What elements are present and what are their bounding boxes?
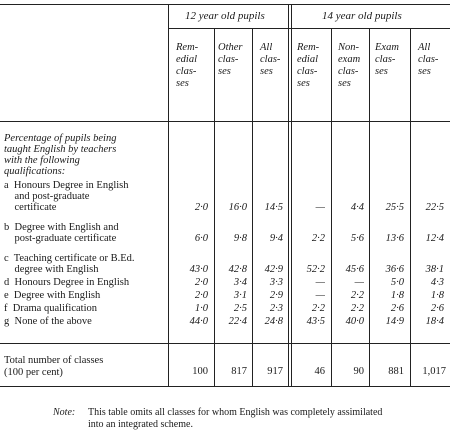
rule-v-group-a (288, 4, 289, 386)
cell: 3·1 (233, 290, 247, 301)
total-cell: 90 (353, 366, 364, 377)
cell: 40·0 (345, 316, 364, 327)
cell: 38·1 (425, 264, 444, 275)
cell: 2·9 (269, 290, 283, 301)
cell: 3·4 (233, 277, 247, 288)
cell: 36·6 (385, 264, 404, 275)
row-c-label: degree with English (4, 264, 99, 275)
cell: 16·0 (228, 202, 247, 213)
cell: 2·0 (194, 277, 208, 288)
col-header-14-exam: Exam clas- ses (375, 42, 399, 77)
cell: 2·2 (350, 290, 364, 301)
cell: 6·0 (194, 233, 208, 244)
cell: 13·6 (385, 233, 404, 244)
note-text: into an integrated scheme. (88, 419, 193, 430)
col-header-12-other: Other clas- ses (218, 42, 243, 77)
cell: 2·2 (350, 303, 364, 314)
cell: 45·6 (345, 264, 364, 275)
cell: 43·5 (306, 316, 325, 327)
cell: 9·4 (269, 233, 283, 244)
cell: 9·8 (233, 233, 247, 244)
group-header-12: 12 year old pupils (185, 10, 265, 22)
cell: — (354, 277, 364, 288)
total-cell: 881 (388, 366, 404, 377)
cell: 14·5 (264, 202, 283, 213)
cell: 2·6 (430, 303, 444, 314)
note-text: This table omits all classes for whom English was completely assimilated (88, 407, 383, 418)
cell: 14·9 (385, 316, 404, 327)
cell: — (315, 202, 325, 213)
cell: — (315, 290, 325, 301)
col-header-14-nonexam: Non- exam clas- ses (338, 42, 361, 89)
row-g-label: g None of the above (4, 316, 92, 327)
row-f-label: f Drama qualification (4, 303, 98, 314)
cell: 44·0 (189, 316, 208, 327)
cell: 52·2 (306, 264, 325, 275)
cell: 1·8 (390, 290, 404, 301)
cell: 24·8 (264, 316, 283, 327)
row-a-label: and post-graduate (4, 191, 90, 202)
row-e-label: e Degree with English (4, 290, 101, 301)
row-a-label: a Honours Degree in English (4, 180, 129, 191)
cell: 2·2 (311, 233, 325, 244)
cell: 42·8 (228, 264, 247, 275)
rule-top (0, 4, 450, 5)
cell: 4·4 (350, 202, 364, 213)
cell: 1·0 (194, 303, 208, 314)
cell: 2·3 (269, 303, 283, 314)
cell: — (315, 277, 325, 288)
row-b-label: b Degree with English and (4, 222, 119, 233)
total-label: Total number of classes (4, 355, 104, 366)
cell: 4·3 (430, 277, 444, 288)
row-d-label: d Honours Degree in English (4, 277, 130, 288)
cell: 2·2 (311, 303, 325, 314)
cell: 12·4 (425, 233, 444, 244)
rule-v-group-b (291, 4, 292, 386)
total-cell: 100 (192, 366, 208, 377)
cell: 42·9 (264, 264, 283, 275)
cell: 2·0 (194, 202, 208, 213)
cell: 22·4 (228, 316, 247, 327)
rule-total-top (0, 343, 450, 344)
row-c-label: c Teaching certificate or B.Ed. (4, 253, 135, 264)
group-header-14: 14 year old pupils (322, 10, 402, 22)
rule-header-bottom (0, 121, 450, 122)
cell: 43·0 (189, 264, 208, 275)
cell: 22·5 (425, 202, 444, 213)
total-label: (100 per cent) (4, 367, 63, 378)
cell: 25·5 (385, 202, 404, 213)
section-heading-line: qualifications: (4, 166, 66, 177)
cell: 2·5 (233, 303, 247, 314)
col-header-12-remedial: Rem- edial clas- ses (176, 42, 199, 89)
cell: 1·8 (430, 290, 444, 301)
section-heading-line: Percentage of pupils being (4, 133, 117, 144)
cell: 2·0 (194, 290, 208, 301)
cell: 2·6 (390, 303, 404, 314)
rule-v-label (168, 4, 169, 386)
total-cell: 46 (314, 366, 325, 377)
cell: 5·0 (390, 277, 404, 288)
row-b-label: post-graduate certificate (4, 233, 117, 244)
total-cell: 1,017 (422, 366, 446, 377)
cell: 18·4 (425, 316, 444, 327)
cell: 3·3 (269, 277, 283, 288)
col-header-14-remedial: Rem- edial clas- ses (297, 42, 320, 89)
section-heading-line: with the following (4, 155, 80, 166)
col-header-14-all: All clas- ses (418, 42, 439, 77)
row-a-label: certificate (4, 202, 57, 213)
cell: 5·6 (350, 233, 364, 244)
total-cell: 817 (231, 366, 247, 377)
section-heading-line: taught English by teachers (4, 144, 117, 155)
note-prefix: Note: (53, 407, 76, 418)
total-cell: 917 (267, 366, 283, 377)
col-header-12-all: All clas- ses (260, 42, 281, 77)
rule-groups (168, 28, 450, 29)
rule-bottom (0, 386, 450, 387)
